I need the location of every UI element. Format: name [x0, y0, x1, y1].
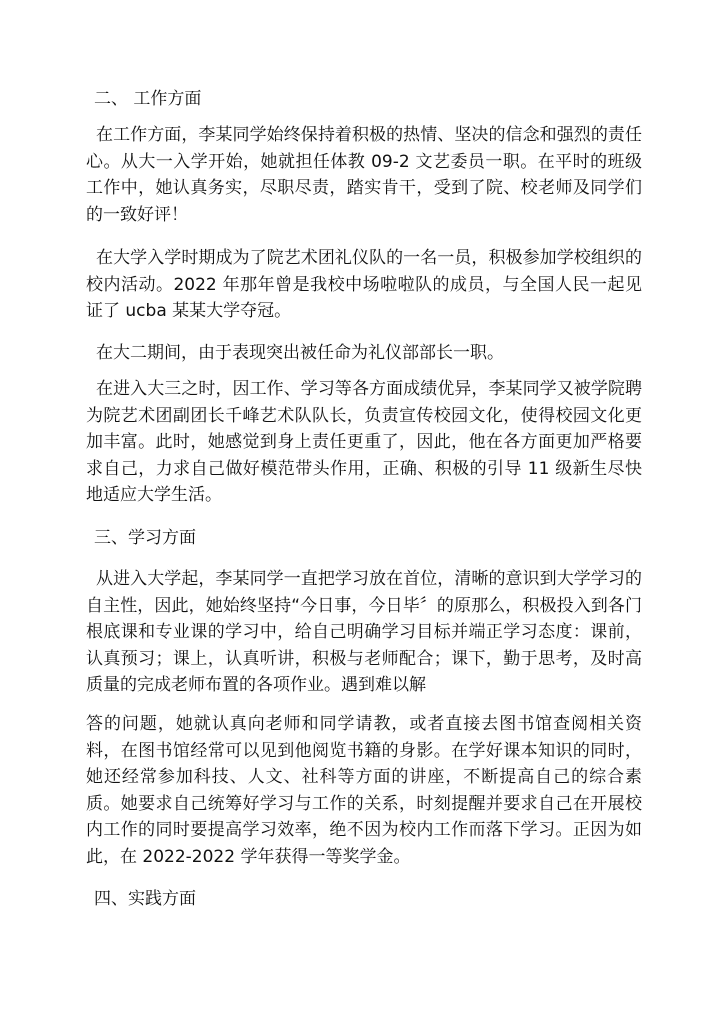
- paragraph-sophomore-role: 在大二期间，由于表现突出被任命为礼仪部部长一职。: [96, 343, 504, 363]
- paragraph-junior-role: 在进入大三之时，因工作、学习等各方面成绩优异，李某同学又被学院聘为院艺术团副团长千峰艺术队队长，负责宣传校园文化，使得校园文化更加丰富。此时，她感觉到身上责任更重了，因此，他在各方面更加严格要求自己，力求自己做好模范带头作用，正确、积极的引导 11 级新生尽快地适应大学生活。: [86, 379, 642, 505]
- section-heading-study: 三、学习方面: [94, 528, 196, 548]
- paragraph-study-results: 答的问题，她就认真向老师和同学请教，或者直接去图书馆查阅相关资料，在图书馆经常可以见到他阅览书籍的身影。在学好课本知识的同时，她还经常参加科技、人文、社科等方面的讲座，不断提高自己的综合素质。她要求自己统筹好学习与工作的关系，时刻提醒并要求自己在开展校内工作的同时要提高学习效率，绝不因为校内工作而落下学习。正因为如此，在 2022-2022 学年获得一等奖学金。: [86, 714, 642, 867]
- paragraph-study-attitude: 从进入大学起，李某同学一直把学习放在首位，清晰的意识到大学学习的自主性，因此，她始终坚持“今日事，今日毕〞的原那么，积极投入到各门根底课和专业课的学习中，给自己明确学习目标并端正学习态度：课前，认真预习；课上，认真听讲，积极与老师配合；课下，勤于思考，及时高质量的完成老师布置的各项作业。遇到难以解: [86, 569, 642, 695]
- section-heading-work: 二、 工作方面: [94, 89, 202, 109]
- section-heading-practice: 四、实践方面: [94, 889, 196, 909]
- paragraph-etiquette-team: 在大学入学时期成为了院艺术团礼仪队的一名一员，积极参加学校组织的校内活动。2022 年那年曾是我校中场啦啦队的成员，与全国人民一起见证了 ucba 某某大学夺冠。: [86, 248, 642, 321]
- paragraph-work-intro: 在工作方面，李某同学始终保持着积极的热情、坚决的信念和强烈的责任心。从大一入学开始，她就担任体教 09-2 文艺委员一职。在平时的班级工作中，她认真务实，尽职尽责，踏实肯干，受到了院、校老师及同学们的一致好评！: [86, 125, 642, 225]
